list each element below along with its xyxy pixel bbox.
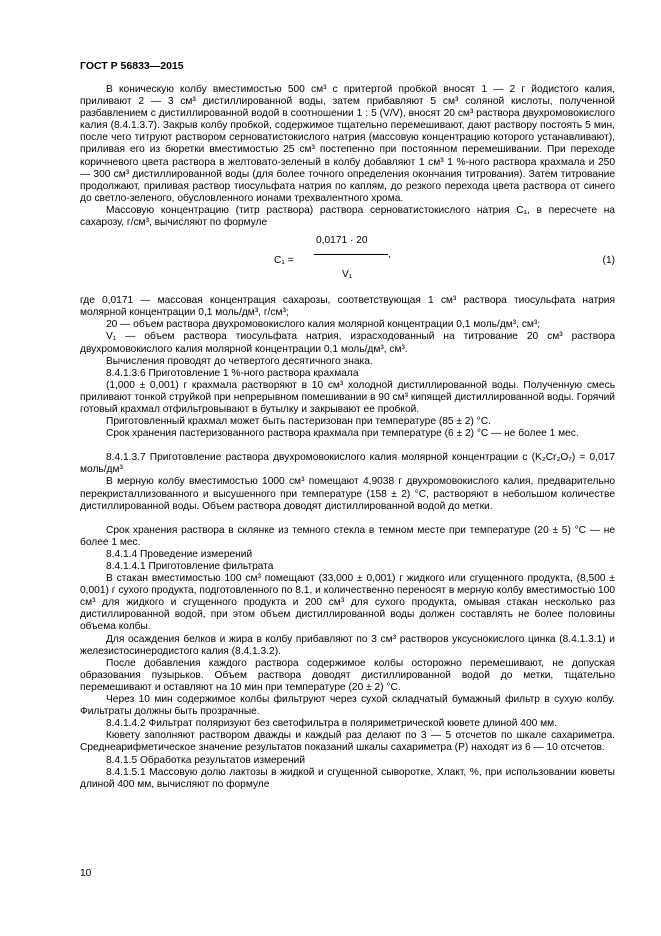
paragraph: Массовую концентрацию (титр раствора) раствора серноватистокислого натрия C₁, в пересчете на сахарозу, г/см³, вычисляют по формуле [80, 204, 615, 229]
paragraph: (1,000 ± 0,001) г крахмала растворяют в 10 см³ холодной дистиллированной воды. Полученную смесь приливают тонкой струйкой при непрерывном помешивании в 90 см³ кипящей дистиллированной воды. Горячий готовый крахмал отфильтровывают в бутылку и закрывают ее пробкой. [80, 379, 615, 415]
paragraph: Срок хранения пастеризованного раствора крахмала при температуре (6 ± 2) °С — не более 1 мес. [106, 428, 579, 440]
page-number: 10 [80, 868, 92, 879]
paragraph: Через 10 мин содержимое колбы фильтруют через сухой складчатый бумажный фильтр в сухую колбу. Фильтраты должны быть прозрачные. [80, 694, 615, 718]
section-heading: 8.4.1.5 Обработка результатов измерений [106, 754, 306, 766]
section-heading: 8.4.1.4 Проведение измерений [106, 548, 253, 560]
standard-header: ГОСТ Р 56833—2015 [80, 60, 184, 72]
formula-number: (1) [602, 255, 615, 267]
paragraph: В коническую колбу вместимостью 500 см³ с притертой пробкой вносят 1 — 2 г йодистого калия, приливают 2 — 3 см³ дистиллированной воды, затем прибавляют 5 см³ соляной кислоты, полученной разбавлением с дистиллированной водой в соотношении 1 : 5 (V/V), вносят 20 см³ раствора двухромовокислого калия (8.4.1.3.7). Закрыв колбу пробкой, содержимое тщательно перемешивают, дают раствору постоять 5 мин, после чего титруют раствором серноватистокислого натрия (массовую концентрацию которого устанавливают), приливая его из бюретки вместимостью 25 см³ постепенно при постоянном перемешивании. При переходе коричневого цвета раствора в желтовато-зеленый в колбу добавляют 1 см³ 1 %-ного раствора крахмала и 250 — 300 см³ дистиллированной воды (для более точного определения окончания титрования). Затем титрование продолжают, приливая раствор тиосульфата натрия по каплям, до резкого перехода цвета раствора от синего до светло-зеленого, обусловленного ионами трехвалентного хрома. [80, 84, 615, 204]
paragraph: После добавления каждого раствора содержимое колбы осторожно перемешивают, не допуская образования пузырьков. Объем раствора доводят дистиллированной водой до метки, тщательно перемешивают и оставляют на 10 мин при температуре (20 ± 2) °С. [80, 657, 615, 693]
document-body [80, 84, 615, 791]
paragraph: Вычисления проводят до четвертого десятичного знака. [106, 355, 373, 367]
formula-numerator: 0,0171 · 20 [316, 235, 368, 247]
paragraph: 8.4.1.5.1 Массовую долю лактозы в жидкой и сгущенной сыворотке, Xлакт, %, при использовании кюветы длиной 400 мм, вычисляют по формуле [80, 766, 615, 790]
paragraph: 8.4.1.4.2 Фильтрат поляризуют без светофильтра в поляриметрической кювете длиной 400 мм. [106, 718, 557, 730]
paragraph: В стакан вместимостью 100 см³ помещают (33,000 ± 0,001) г жидкого или сгущенного продукта, (8,500 ± 0,001) г сухого продукта, подготовленного по 8.1, и количественно переносят в мерную колбу вместимостью 100 см³ для жидкого и сгущенного продукта и 200 см³ для сухого продукта, омывая стакан несколько раз дистиллированной водой, при этом объем дистиллированной воды должен составлять не более половины объема колбы. [80, 573, 615, 633]
paragraph: Срок хранения раствора в склянке из темного стекла в темном месте при температуре (20 ± 5) °С — не более 1 мес. [80, 524, 615, 548]
formula-lhs: C₁ = [274, 255, 294, 267]
where-line: где 0,0171 — массовая концентрация сахарозы, соответствующая 1 см³ раствора тиосульфата натрия молярной концентрации 0,1 моль/дм³, г/см³; [80, 295, 615, 319]
paragraph: Для осаждения белков и жира в колбу прибавляют по 3 см³ растворов уксуснокислого цинка (8.4.1.3.1) и железистосинеродистого калия (8.4.1.3.2). [80, 633, 615, 657]
where-line: V₁ — объем раствора тиосульфата натрия, израсходованный на титрование 20 см³ раствора двухромовокислого калия молярной концентрации 0,1 моль/дм³, см³. [80, 331, 615, 355]
section-heading: 8.4.1.3.6 Приготовление 1 %-ного раствора крахмала [106, 367, 359, 379]
section-heading: 8.4.1.3.7 Приготовление раствора двухромовокислого калия молярной концентрации с (K₂Cr₂O₇) = 0,017 моль/дм³ [80, 452, 615, 476]
paragraph: Приготовленный крахмал может быть пастеризован при температуре (85 ± 2) °С. [106, 416, 491, 428]
paragraph: Кювету заполняют раствором дважды и каждый раз делают по 3 — 5 отсчетов по шкале сахариметра. Среднеарифметическое значение результатов показаний шкалы сахариметра (Р) находят из 6 — 10 отсчетов. [80, 730, 615, 754]
formula-1 [80, 231, 615, 295]
formula-trail: , [388, 249, 391, 261]
section-heading: 8.4.1.4.1 Приготовление фильтрата [106, 561, 274, 572]
where-line: 20 — объем раствора двухромовокислого калия молярной концентрации 0,1 моль/дм³, см³; [106, 319, 541, 331]
formula-denominator: V₁ [342, 269, 353, 281]
fraction-bar [314, 254, 388, 255]
paragraph: В мерную колбу вместимостью 1000 см³ помещают 4,9038 г двухромовокислого калия, предварительно перекристаллизованного и высушенного при температуре (158 ± 2) °С, растворяют в небольшом количестве дистиллированной воды. Объем раствора доводят дистиллированной водой до метки. [80, 476, 615, 512]
